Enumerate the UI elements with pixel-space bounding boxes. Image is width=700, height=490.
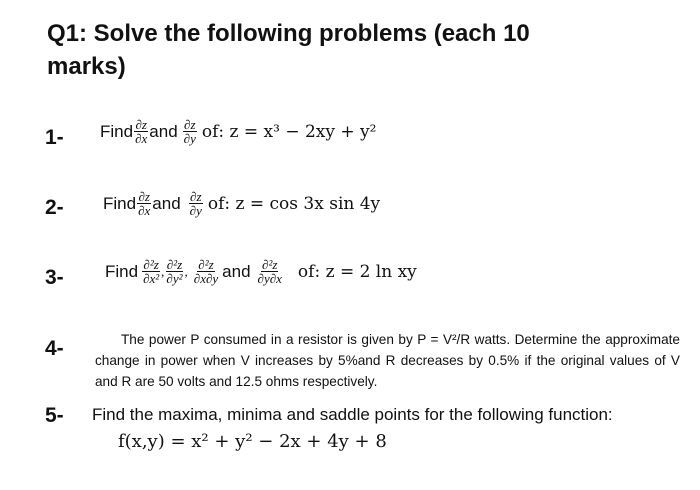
separator: , [184, 263, 188, 279]
find-label: Find [105, 261, 139, 281]
question-5-formula: f(x,y) = x² + y² − 2x + 4y + 8 [118, 431, 387, 452]
question-5-text: Find the maxima, minima and saddle points for the following function: [92, 405, 613, 424]
question-3 [105, 258, 417, 285]
question-number: 1- [45, 126, 64, 149]
and-label: and [149, 121, 178, 141]
fraction: $\frac{\partial z}{\partial x}$ [138, 189, 151, 218]
fraction: $\frac{\text{∂²z}}{\text{∂x²}}$ [143, 257, 160, 286]
equation: of: z = 2 ln xy [297, 261, 417, 282]
equation: of: z = cos 3x sin 4y [207, 193, 381, 214]
question-number: 2- [45, 196, 64, 219]
equation: of: z = x³ − 2xy + y² [201, 121, 377, 142]
fraction: $\frac{\partial z}{\partial y}$ [183, 117, 196, 146]
and-label: and [222, 261, 251, 281]
and-label: and [152, 193, 181, 213]
find-label: Find [103, 193, 137, 213]
separator: , [161, 263, 165, 279]
question-number: 4- [45, 337, 64, 360]
fraction: $\frac{\partial z}{\partial y}$ [189, 189, 202, 218]
find-label: Find [100, 121, 134, 141]
question-1 [100, 118, 376, 145]
fraction: $\frac{\text{∂²z}}{\partial y\partial x}$ [257, 257, 282, 286]
page-title: Q1: Solve the following problems (each 10 marks) [47, 20, 530, 80]
question-4-text: The power P consumed in a resistor is given by P = V²/R watts. Determine the approximate change in power when V increases by 5%and R decreases by 0.5% if the original values of V and R are 50 volts and 12.5 ohms respectively. [95, 332, 680, 389]
question-2 [103, 190, 380, 217]
fraction: $\frac{\partial z}{\partial x}$ [135, 117, 148, 146]
question-number: 3- [45, 266, 64, 289]
question-number: 5- [45, 404, 64, 427]
fraction: $\frac{\text{∂²z}}{\partial x\partial y}$ [193, 257, 219, 286]
fraction: $\frac{\text{∂²z}}{\text{∂y²}}$ [166, 257, 183, 286]
